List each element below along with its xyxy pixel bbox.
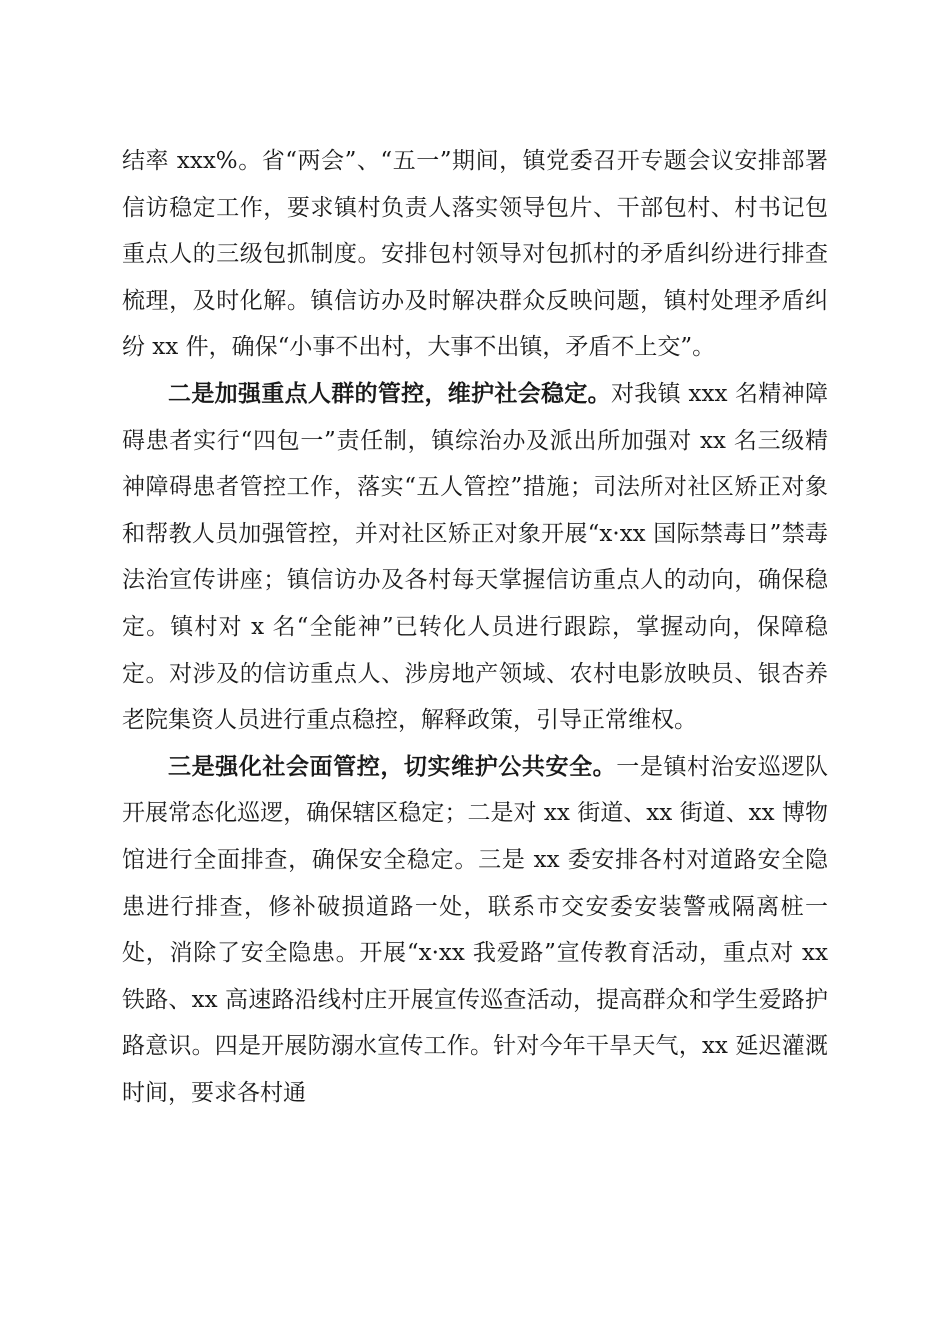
- body-text: [122, 138, 828, 1116]
- paragraph-2-body: 对我镇 xxx 名精神障碍患者实行“四包一”责任制，镇综治办及派出所加强对 xx 名三级精神障碍患者管控工作，落实“五人管控”措施；司法所对社区矫正对象和帮教人员加强管控，并对社区矫正对象开展“x·xx 国际禁毒日”禁毒法治宣传讲座；镇信访办及各村每天掌握信访重点人的动向，确保稳定。镇村对 x 名“全能神”已转化人员进行跟踪，掌握动向，保障稳定。对涉及的信访重点人、涉房地产领域、农村电影放映员、银杏养老院集资人员进行重点稳控，解释政策，引导正常维权。: [122, 380, 828, 734]
- paragraph-3: [122, 744, 828, 1117]
- paragraph-1: [122, 138, 828, 371]
- paragraph-2: [122, 371, 828, 744]
- paragraph-3-body: 一是镇村治安巡逻队开展常态化巡逻，确保辖区稳定；二是对 xx 街道、xx 街道、xx 博物馆进行全面排查，确保安全稳定。三是 xx 委安排各村对道路安全隐患进行排查，修补破损道路一处，联系市交安委安装警戒隔离桩一处，消除了安全隐患。开展“x·xx 我爱路”宣传教育活动，重点对 xx 铁路、xx 高速路沿线村庄开展宣传巡查活动，提高群众和学生爱路护路意识。四是开展防溺水宣传工作。针对今年干旱天气，xx 延迟灌溉时间，要求各村通: [122, 753, 829, 1106]
- paragraph-1-body: 结率 xxx%。省“两会”、“五一”期间，镇党委召开专题会议安排部署信访稳定工作，要求镇村负责人落实领导包片、干部包村、村书记包重点人的三级包抓制度。安排包村领导对包抓村的矛盾纠纷进行排查梳理，及时化解。镇信访办及时解决群众反映问题，镇村处理矛盾纠纷 xx 件，确保“小事不出村，大事不出镇，矛盾不上交”。: [122, 148, 828, 361]
- paragraph-2-heading: 二是加强重点人群的管控，维护社会稳定。: [168, 379, 611, 407]
- paragraph-3-heading: 三是强化社会面管控，切实维护公共安全。: [168, 752, 617, 780]
